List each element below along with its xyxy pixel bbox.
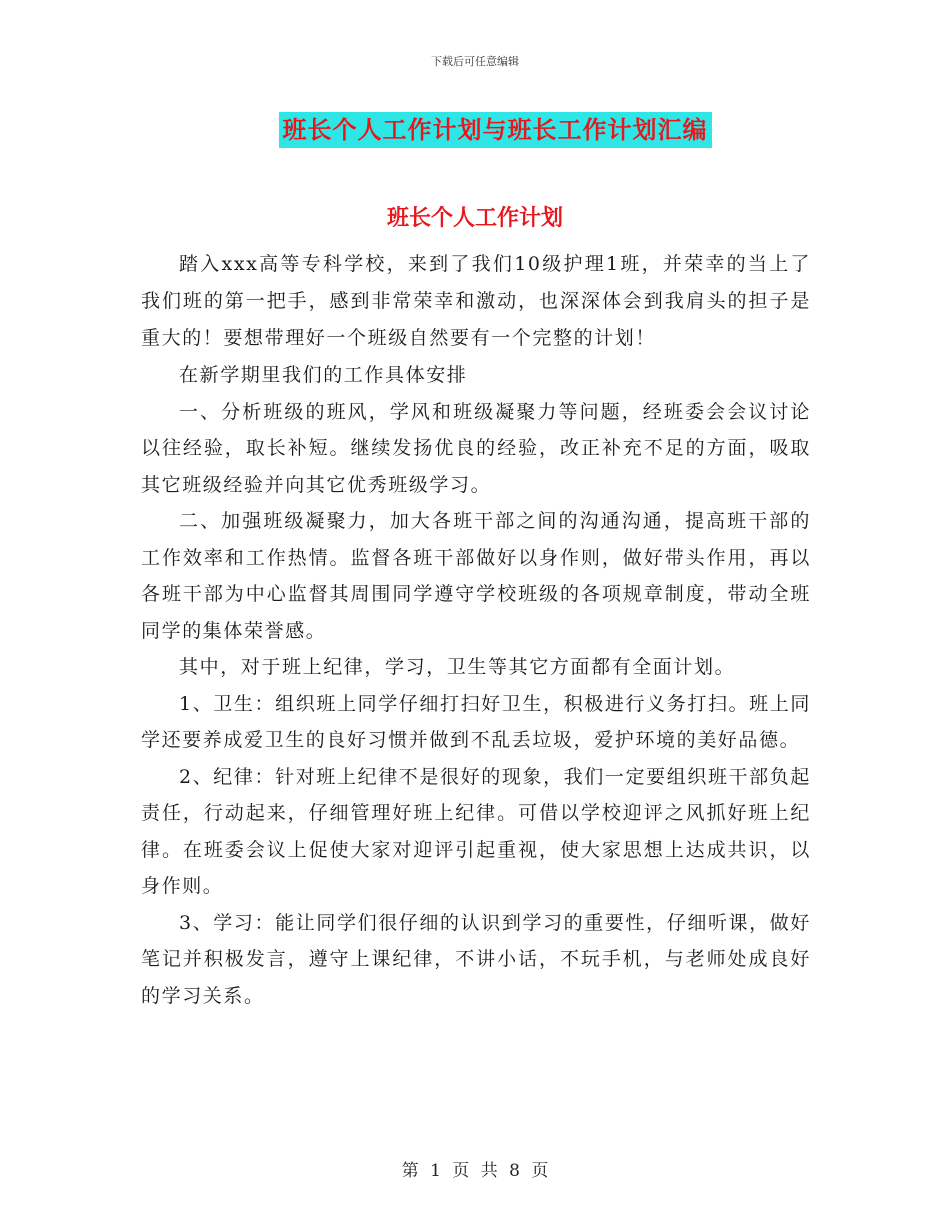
- paragraph: 其中，对于班上纪律，学习，卫生等其它方面都有全面计划。: [179, 656, 736, 678]
- section-title: 班长个人工作计划: [386, 205, 563, 231]
- paragraph: 踏入xxx高等专科学校，来到了我们10级护理1班，并荣幸的当上了我们班的第一把手，感到非常荣幸和激动，也深深体会到我肩头的担子是重大的！要想带理好一个班级自然要有一个完整的计划！: [141, 253, 811, 349]
- paragraph: 3、学习：能让同学们很仔细的认识到学习的重要性，仔细听课，做好笔记并积极发言，遵守上课纪律，不讲小话，不玩手机，与老师处成良好的学习关系。: [141, 911, 811, 1007]
- paragraph: 二、加强班级凝聚力，加大各班干部之间的沟通沟通，提高班干部的工作效率和工作热情。监督各班干部做好以身作则，做好带头作用，再以各班干部为中心监督其周围同学遵守学校班级的各项规章制度，带动全班同学的集体荣誉感。: [141, 510, 811, 642]
- header-note: 下载后可任意编辑: [431, 55, 519, 68]
- document-title-container: [0, 112, 950, 148]
- document-title: 班长个人工作计划与班长工作计划汇编: [279, 112, 712, 148]
- paragraph: 1、卫生：组织班上同学仔细打扫好卫生，积极进行义务打扫。班上同学还要养成爱卫生的良好习惯并做到不乱丢垃圾，爱护环境的美好品德。: [141, 692, 811, 751]
- paragraph: 一、分析班级的班风，学风和班级凝聚力等问题，经班委会会议讨论以往经验，取长补短。继续发扬优良的经验，改正补充不足的方面，吸取其它班级经验并向其它优秀班级学习。: [141, 400, 811, 496]
- paragraph: 2、纪律：针对班上纪律不是很好的现象，我们一定要组织班干部负起责任，行动起来，仔细管理好班上纪律。可借以学校迎评之风抓好班上纪律。在班委会议上促使大家对迎评引起重视，使大家思想上达成共识，以身作则。: [141, 765, 811, 897]
- document-body: [141, 246, 811, 1014]
- page-number-footer: 第 1 页 共 8 页: [401, 1161, 549, 1181]
- paragraph: 在新学期里我们的工作具体安排: [179, 364, 468, 386]
